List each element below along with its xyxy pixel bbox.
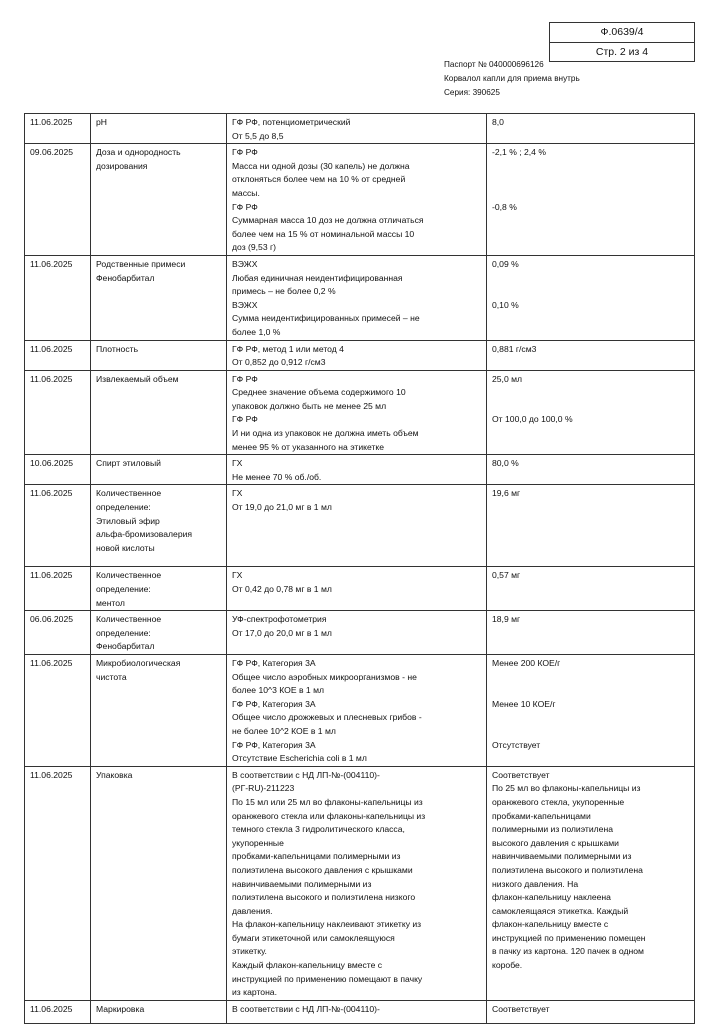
table-row	[25, 340, 695, 370]
test-method: ГХ От 0,42 до 0,78 мг в 1 мл	[227, 567, 487, 611]
test-name: Количественное определение: ментол	[91, 567, 227, 611]
test-result: 19,6 мг	[487, 485, 695, 567]
table-row	[25, 455, 695, 485]
table-row	[25, 114, 695, 144]
test-date: 11.06.2025	[25, 766, 91, 1000]
form-code: Ф.0639/4	[550, 23, 694, 43]
test-name: Плотность	[91, 340, 227, 370]
test-method: ГФ РФ, Категория 3А Общее число аэробных микроорганизмов - не более 10^3 КОЕ в 1 мл ГФ РФ, Категория 3А Общее число дрожжевых и плесневых грибов - не более 10^2 КОЕ в 1 мл ГФ РФ, Категория 3А Отсутствие Escherichia coli в 1 мл	[227, 655, 487, 767]
test-result: Менее 200 КОЕ/г Менее 10 КОЕ/г Отсутствует	[487, 655, 695, 767]
table-row	[25, 766, 695, 1000]
test-result: -2,1 % ; 2,4 % -0,8 %	[487, 144, 695, 256]
table-row	[25, 485, 695, 567]
test-date: 06.06.2025	[25, 611, 91, 655]
table-row	[25, 255, 695, 340]
test-date: 11.06.2025	[25, 485, 91, 567]
test-result: Соответствует	[487, 1000, 695, 1023]
table-row	[25, 370, 695, 455]
form-code-box	[549, 22, 695, 62]
test-method: ГФ РФ, потенциометрический От 5,5 до 8,5	[227, 114, 487, 144]
test-date: 11.06.2025	[25, 370, 91, 455]
document-meta	[444, 58, 580, 100]
page-number: Стр. 2 из 4	[595, 46, 649, 58]
table-row	[25, 655, 695, 767]
passport-number: Паспорт № 040000696126	[444, 60, 544, 69]
test-result: 25,0 мл От 100,0 до 100,0 %	[487, 370, 695, 455]
test-date: 11.06.2025	[25, 340, 91, 370]
test-date: 11.06.2025	[25, 255, 91, 340]
test-result: Соответствует По 25 мл во флаконы-капельницы из оранжевого стекла, укупоренные пробками-капельницами полимерными из полиэтилена высокого давления с крышками навинчиваемыми полимерными из полиэтилена высокого и полиэтилена низкого давления. На флакон-капельницу наклеена самоклеящаяся этикетка. Каждый флакон-капельницу вместе с инструкцией по применению помещен в пачку из картона. 120 пачек в одном коробе.	[487, 766, 695, 1000]
test-name: Количественное определение: Этиловый эфир альфа-бромизовалерия новой кислоты	[91, 485, 227, 567]
test-name: Родственные примеси Фенобарбитал	[91, 255, 227, 340]
test-result: 0,09 % 0,10 %	[487, 255, 695, 340]
series-number: Серия: 390625	[444, 88, 500, 97]
test-name: pH	[91, 114, 227, 144]
test-result: 80,0 %	[487, 455, 695, 485]
test-date: 11.06.2025	[25, 567, 91, 611]
table-row	[25, 567, 695, 611]
test-date: 11.06.2025	[25, 114, 91, 144]
test-method: ВЭЖХ Любая единичная неидентифицированная примесь – не более 0,2 % ВЭЖХ Сумма неидентифицированных примесей – не более 1,0 %	[227, 255, 487, 340]
test-result: 0,881 г/см3	[487, 340, 695, 370]
test-name: Маркировка	[91, 1000, 227, 1023]
test-name: Микробиологическая чистота	[91, 655, 227, 767]
test-date: 11.06.2025	[25, 1000, 91, 1023]
test-result: 18,9 мг	[487, 611, 695, 655]
test-date: 10.06.2025	[25, 455, 91, 485]
test-method: ГФ РФ Масса ни одной дозы (30 капель) не должна отклоняться более чем на 10 % от средней массы. ГФ РФ Суммарная масса 10 доз не должна отличаться более чем на 15 % от номинальной массы 10 доз (9,53 г)	[227, 144, 487, 256]
test-method: ГФ РФ, метод 1 или метод 4 От 0,852 до 0,912 г/см3	[227, 340, 487, 370]
table-row	[25, 1000, 695, 1023]
product-name: Корвалол капли для приема внутрь	[444, 74, 580, 83]
test-name: Спирт этиловый	[91, 455, 227, 485]
test-method: В соответствии с НД ЛП-№-(004110)- (РГ-RU)-211223 По 15 мл или 25 мл во флаконы-капельницы из оранжевого стекла или флаконы-капельницы из темного стекла 3 гидролитического класса, укупоренные пробками-капельницами полимерными из полиэтилена высокого давления с крышками навинчиваемыми полимерными из полиэтилена высокого и полиэтилена низкого давления. На флакон-капельницу наклеивают этикетку из бумаги этикеточной или самоклеящуюся этикетку. Каждый флакон-капельницу вместе с инструкцией по применению помещают в пачку из картона.	[227, 766, 487, 1000]
test-method: В соответствии с НД ЛП-№-(004110)-	[227, 1000, 487, 1023]
test-method: ГФ РФ Среднее значение объема содержимого 10 упаковок должно быть не менее 25 мл ГФ РФ И ни одна из упаковок не должна иметь объем менее 95 % от указанного на этикетке	[227, 370, 487, 455]
test-name: Доза и однородность дозирования	[91, 144, 227, 256]
test-result: 0,57 мг	[487, 567, 695, 611]
test-method: УФ-спектрофотометрия От 17,0 до 20,0 мг в 1 мл	[227, 611, 487, 655]
table-row	[25, 611, 695, 655]
test-date: 09.06.2025	[25, 144, 91, 256]
test-name: Упаковка	[91, 766, 227, 1000]
test-date: 11.06.2025	[25, 655, 91, 767]
table-row	[25, 144, 695, 256]
test-method: ГХ От 19,0 до 21,0 мг в 1 мл	[227, 485, 487, 567]
test-method: ГХ Не менее 70 % об./об.	[227, 455, 487, 485]
test-results-table	[24, 113, 695, 1024]
test-name: Количественное определение: Фенобарбитал	[91, 611, 227, 655]
test-name: Извлекаемый объем	[91, 370, 227, 455]
test-result: 8,0	[487, 114, 695, 144]
